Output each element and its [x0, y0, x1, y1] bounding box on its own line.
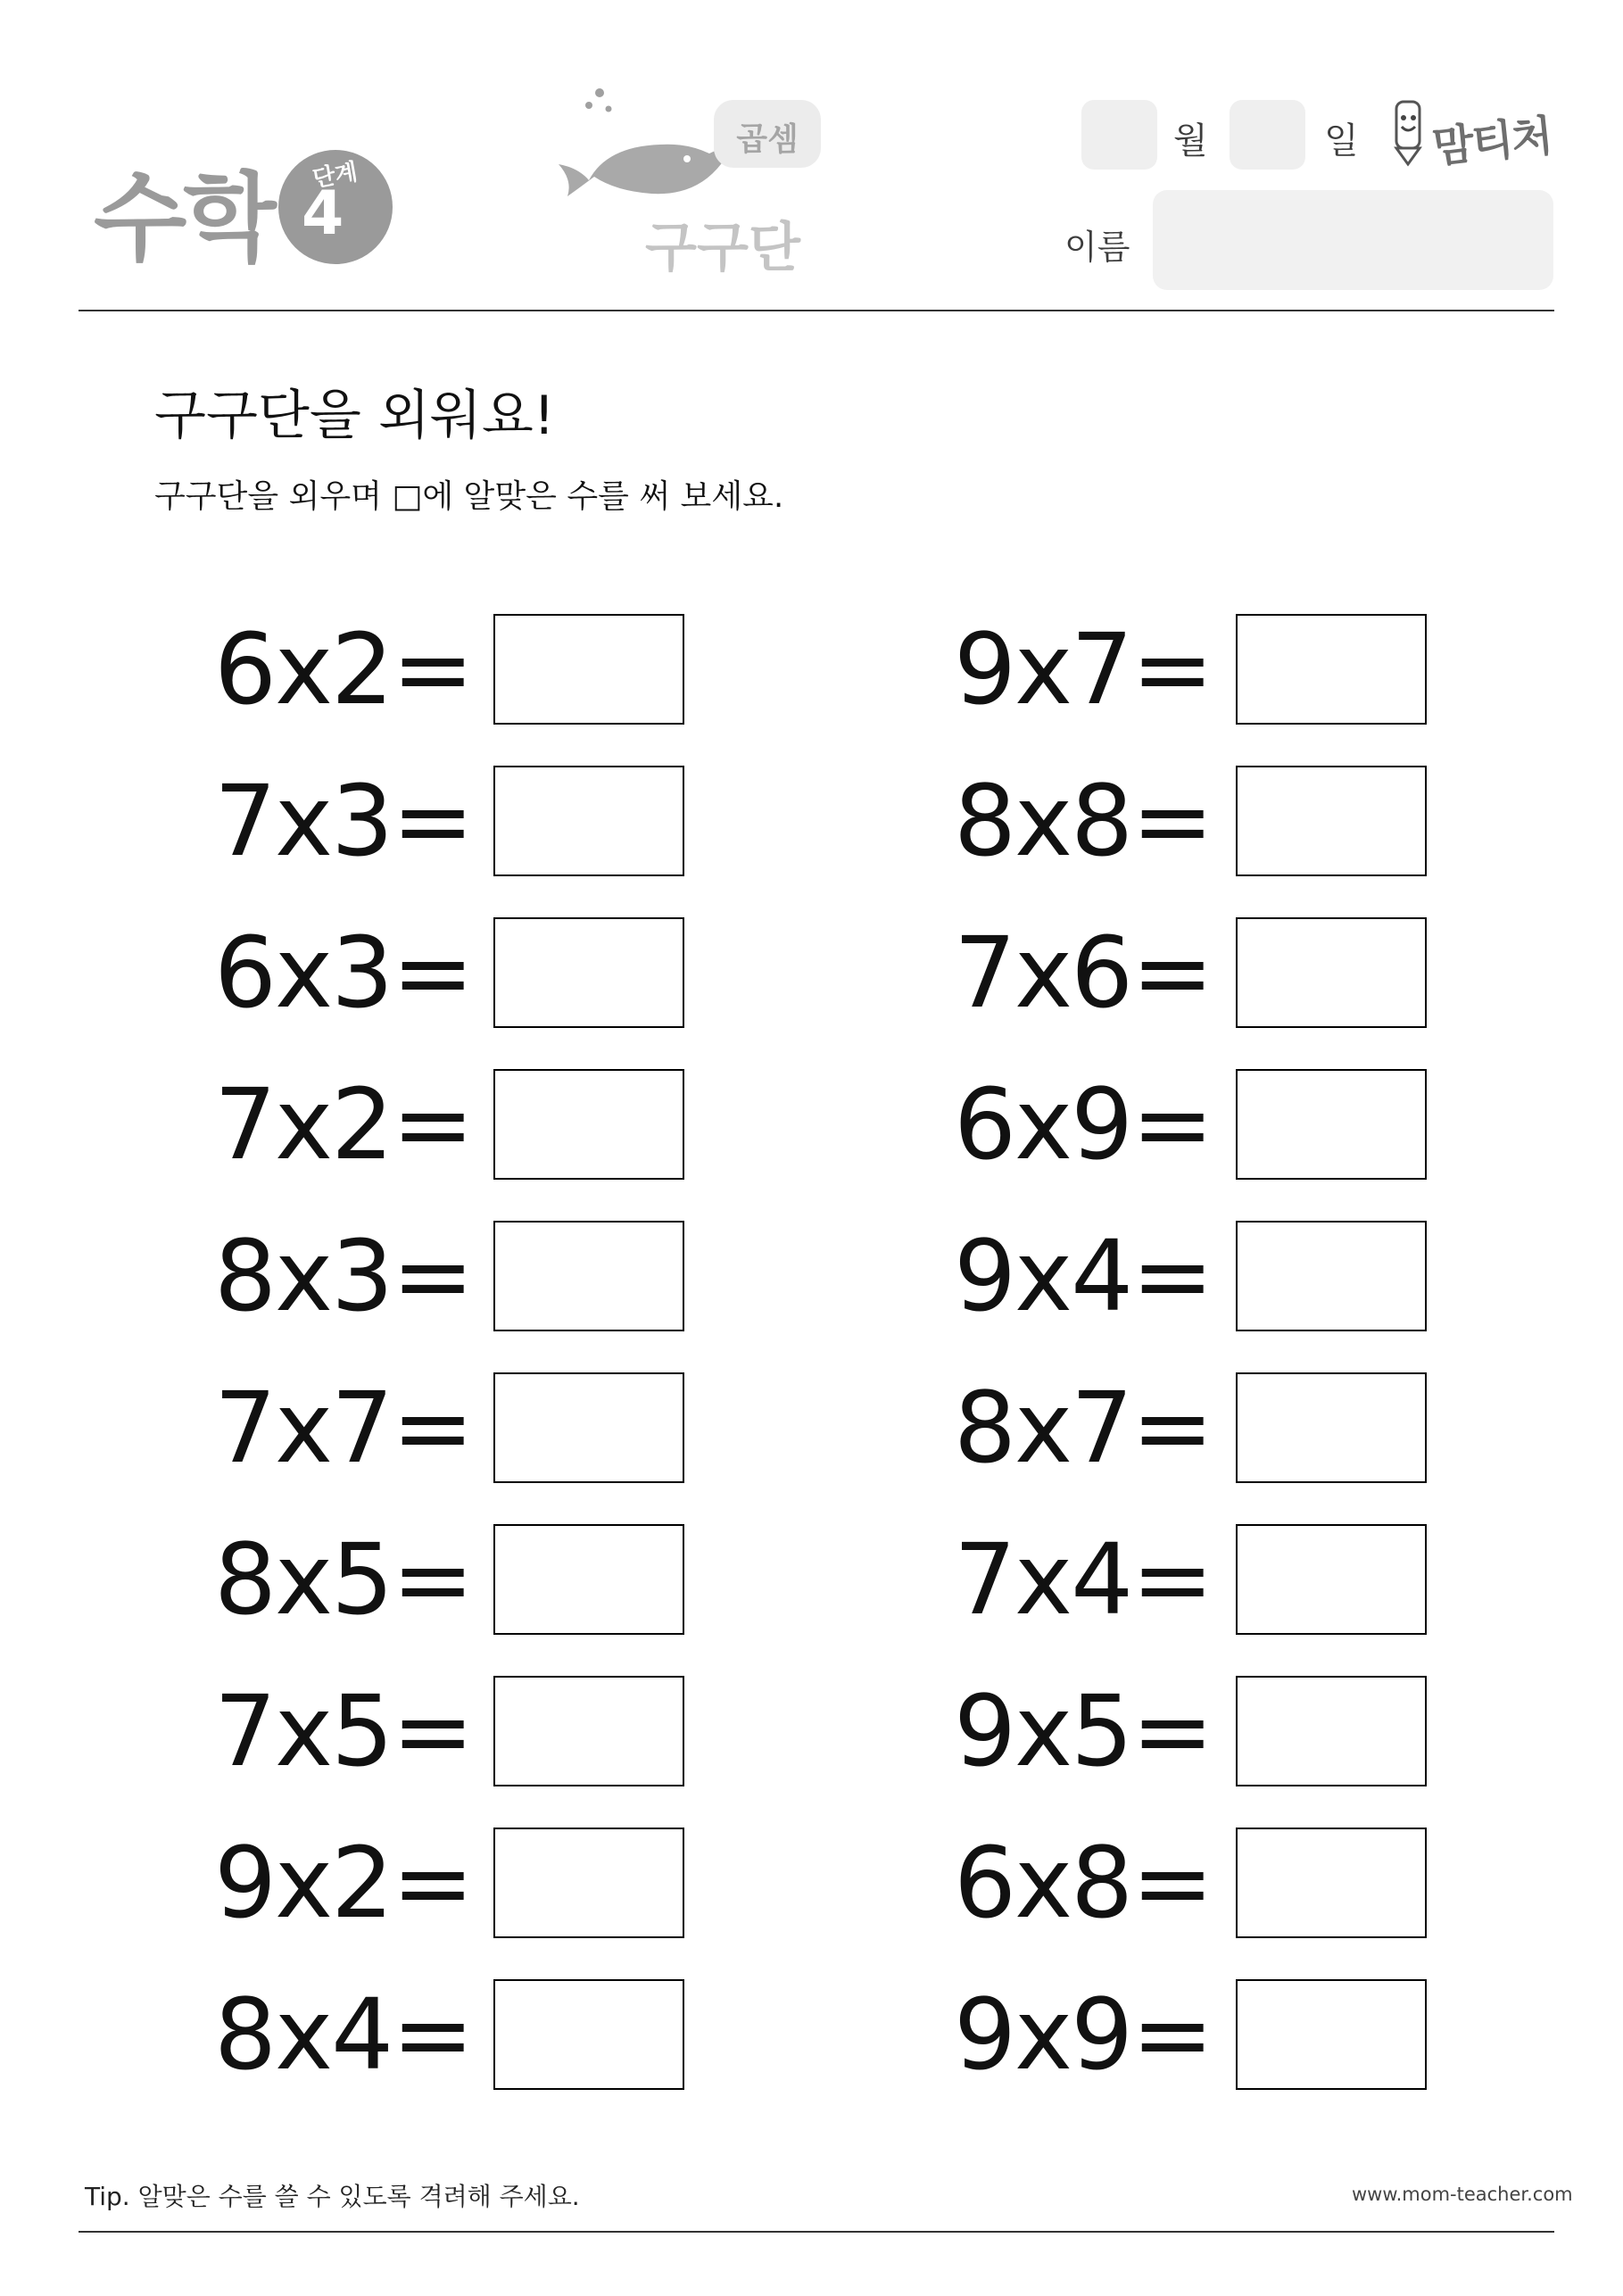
problem-expression: 6x3= — [214, 916, 473, 1030]
answer-box[interactable] — [493, 917, 684, 1028]
problem-expression: 8x5= — [214, 1522, 473, 1637]
answer-box[interactable] — [493, 1676, 684, 1786]
month-input-box[interactable] — [1081, 100, 1157, 170]
answer-box[interactable] — [493, 1524, 684, 1635]
answer-box[interactable] — [1236, 1372, 1427, 1483]
problem-expression: 9x5= — [954, 1674, 1213, 1788]
worksheet-subtitle: 구구단 — [645, 217, 800, 279]
answer-box[interactable] — [1236, 1828, 1427, 1938]
footer-tip: Tip. 알맞은 수를 쓸 수 있도록 격려해 주세요. — [85, 2182, 580, 2211]
problem-expression: 7x3= — [214, 764, 473, 878]
pencil-mascot-icon — [1387, 95, 1430, 168]
problem-expression: 8x7= — [954, 1371, 1213, 1485]
day-input-box[interactable] — [1230, 100, 1305, 170]
name-label: 이름 — [1064, 228, 1130, 267]
answer-box[interactable] — [1236, 614, 1427, 725]
problem-expression: 7x4= — [954, 1522, 1213, 1637]
problem-expression: 8x3= — [214, 1219, 473, 1333]
month-label: 월 — [1173, 120, 1208, 162]
operation-label: 곱셈 — [736, 121, 799, 158]
problem-expression: 7x5= — [214, 1674, 473, 1788]
answer-box[interactable] — [1236, 1979, 1427, 2090]
level-suffix: 단계 — [311, 158, 360, 194]
level-number: 4 — [302, 178, 344, 249]
answer-box[interactable] — [1236, 1069, 1427, 1180]
answer-box[interactable] — [493, 614, 684, 725]
problem-expression: 6x9= — [954, 1067, 1213, 1181]
logo-title: 수학 — [94, 163, 273, 275]
problem-expression: 9x7= — [954, 612, 1213, 726]
header-divider — [79, 310, 1554, 311]
problem-expression: 6x2= — [214, 612, 473, 726]
answer-box[interactable] — [1236, 917, 1427, 1028]
answer-box[interactable] — [493, 1221, 684, 1331]
problem-expression: 7x6= — [954, 916, 1213, 1030]
answer-box[interactable] — [493, 1979, 684, 2090]
problem-expression: 9x2= — [214, 1826, 473, 1940]
answer-box[interactable] — [1236, 1221, 1427, 1331]
answer-box[interactable] — [1236, 766, 1427, 876]
answer-box[interactable] — [493, 1828, 684, 1938]
name-input-box[interactable] — [1153, 190, 1553, 290]
day-label: 일 — [1324, 120, 1359, 162]
brand-logo: 맘티처 — [1429, 111, 1554, 173]
answer-box[interactable] — [493, 1372, 684, 1483]
answer-box[interactable] — [493, 766, 684, 876]
footer-url[interactable]: www.mom-teacher.com — [1352, 2184, 1573, 2205]
problem-expression: 7x2= — [214, 1067, 473, 1181]
problem-expression: 9x4= — [954, 1219, 1213, 1333]
problem-expression: 7x7= — [214, 1371, 473, 1485]
answer-box[interactable] — [1236, 1676, 1427, 1786]
worksheet-instruction: 구구단을 외우며 □에 알맞은 수를 써 보세요. — [154, 478, 784, 515]
problem-expression: 8x4= — [214, 1977, 473, 2092]
footer-divider — [79, 2231, 1554, 2233]
problem-expression: 6x8= — [954, 1826, 1213, 1940]
answer-box[interactable] — [493, 1069, 684, 1180]
problem-expression: 9x9= — [954, 1977, 1213, 2092]
answer-box[interactable] — [1236, 1524, 1427, 1635]
worksheet-heading: 구구단을 외워요! — [154, 385, 555, 447]
problem-expression: 8x8= — [954, 764, 1213, 878]
